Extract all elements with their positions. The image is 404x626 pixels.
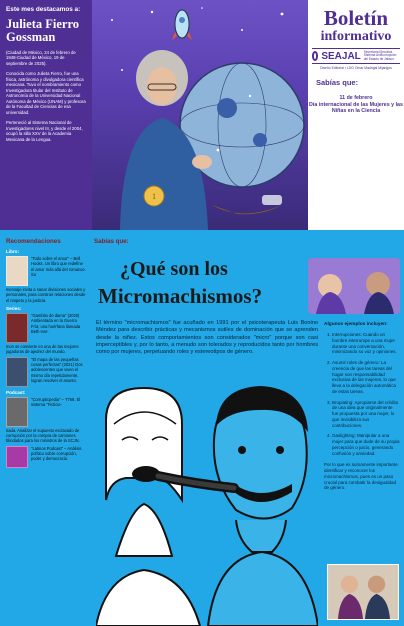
svg-text:1: 1 xyxy=(152,192,156,201)
book-cover-thumbnail xyxy=(6,256,28,286)
org-name: SEAJAL xyxy=(321,50,361,62)
recommendation-text: mensaje invita a sanar divisiones sociales y personales, para construir relaciones desde el respeto y la justicia. xyxy=(6,287,86,303)
hero-illustration xyxy=(92,0,308,230)
example-item: 4. Gaslighting: Manipular a una mujer para que dude de su propia percepción o juicio, generando confusión y ansiedad. xyxy=(332,433,400,456)
series-label: Series: xyxy=(6,305,22,311)
recommendations-column xyxy=(0,230,90,626)
article-intro: El término "micromachismos" fue acuñado en 1991 por el psicoterapeuta Luis Bonino Méndez para describir prácticas y mecanismos sutiles de dominación que se aprenden desde la niñez. Estos comportamientos son considerados "micro" porque son casi imperceptibles y, por lo tanto, a menudo son tolerados y reproducidos tanto por hombres como por mujeres, perpetuando roles y estereotipos de género. xyxy=(96,320,318,356)
article-title-line2: Micromachismos? xyxy=(98,284,263,308)
books-label: Libro: xyxy=(6,249,20,254)
org-description: Secretaría Ejecutiva Sistema Anticorrupción del Estado de Jalisco xyxy=(363,49,397,61)
example-item: 1. Interrupciones: Cuando un hombre interrumpe a una mujer durante una conversación, minimizando su voz y opiniones. xyxy=(332,332,400,355)
examples-list xyxy=(324,322,400,491)
sabias-que-heading: Sabías que: xyxy=(94,238,129,245)
example-item: 3. Bropiating: Apropiarse del crédito de una idea que originalmente fue propuesta por una mujer, lo que invisibiliza sus contribuciones. xyxy=(332,400,400,429)
recommendation-text: "Corrupticpedia" – T768. El sistema "Ficticio- xyxy=(31,396,81,407)
recommendation-item xyxy=(6,357,86,387)
examples-closing: Por lo que es sumamente importante identificar y reconocer los micromachismos, pues es un paso crucial para combatir la desigualdad de género. xyxy=(324,462,398,491)
recommendation-item xyxy=(6,446,86,468)
sabias-que-heading: Sabías que: xyxy=(316,78,359,87)
podcast-cover-thumbnail xyxy=(6,397,28,427)
recommendation-text: nada. Analizar el supuesto esclavado de corrupción por la compra de camiones blindados para los ministros de la SCJN. xyxy=(6,427,80,444)
science-day-date: 11 de febrero xyxy=(339,95,373,101)
example-item: 2. Asumir roles de género: La creencia de que las tareas del hogar son responsabilidad exclusiva de las mujeres, lo que lleva a la delegación automática de estas tareas. xyxy=(332,360,400,395)
recommendation-text: "Gambito de dama" (2020) Ambientada en la Guerra Fría; una huérfana llamada Beth Har- xyxy=(31,312,81,334)
org-logo xyxy=(312,48,400,64)
science-day-name: Día internacional de las Mujeres y las Niñas en la Ciencia xyxy=(309,101,403,115)
recommendation-text: "Todo sobre el amor" – Bell Hooks. Un libro que redefine el amor más allá del romance. Su xyxy=(31,256,86,277)
bio-paragraph: (Ciudad de México, 24 de febrero de 1948-Ciudad de México, 19 de septiembre de 2025). xyxy=(6,49,76,66)
recommendation-item xyxy=(6,397,86,427)
recommendations-heading: Recomendaciones xyxy=(6,238,61,245)
people-photo xyxy=(327,564,399,620)
mouth-gag-illustration xyxy=(96,380,318,626)
featured-person-panel xyxy=(0,0,92,230)
recommendation-text: "Latinos Podcast" – Análisis político sobre corrupción, poder y democracia. xyxy=(31,445,82,462)
main-article xyxy=(90,230,404,626)
bio-paragraph: Conocida como Julieta Fierro, fue una física, astrónoma y divulgadora científica mexicana. Tuvo el nombramiento como Investigadora titular del Instituto de Astronomía de la Universidad Nacional Autónoma de México (UNAM) y profesora de la Facultad de Ciencias de esa universidad. xyxy=(6,71,86,115)
podcast-cover-thumbnail xyxy=(6,446,28,468)
recommendation-text: mon se convierte en una de las mejores jugadoras de ajedrez del mundo. xyxy=(6,343,79,355)
recommendation-text: "El mapa de las pequeñas cosas perfectas" (2021) Dos adolescentes que viven el mismo día repetidamente, logran resolver el asunto. xyxy=(31,356,83,383)
science-day-text xyxy=(308,95,404,115)
podcast-label: Podcast: xyxy=(6,389,26,395)
body-section xyxy=(0,230,404,626)
bio-paragraph: Perteneció al Sistema Nacional de Investigadores nivel III, y desde el 2004, ocupó la silla XXV de la Academia Mexicana de la Lengua. xyxy=(6,120,83,142)
featured-bio xyxy=(6,50,86,143)
featured-kicker: Este mes destacamos a: xyxy=(6,6,81,13)
recommendation-item xyxy=(6,256,86,286)
masthead xyxy=(308,0,404,230)
examples-heading: Algunos ejemplos incluyen: xyxy=(324,322,388,327)
series-poster-thumbnail xyxy=(6,313,28,343)
seajal-logo-icon xyxy=(312,51,318,61)
newsletter-subtitle: informativo xyxy=(320,29,392,44)
header xyxy=(0,0,404,230)
decorative-illustration xyxy=(308,258,400,314)
recommendation-item xyxy=(6,313,86,343)
featured-name: Julieta Fierro Gossman xyxy=(6,16,80,44)
article-title-line1: ¿Qué son los xyxy=(120,258,228,280)
space-illustration xyxy=(92,0,308,230)
newsletter-title: Boletín xyxy=(323,6,389,30)
design-credits: Diseño Editorial • LDG Omar Madrigal Mijangos xyxy=(320,66,392,70)
series-poster-thumbnail xyxy=(6,357,28,387)
